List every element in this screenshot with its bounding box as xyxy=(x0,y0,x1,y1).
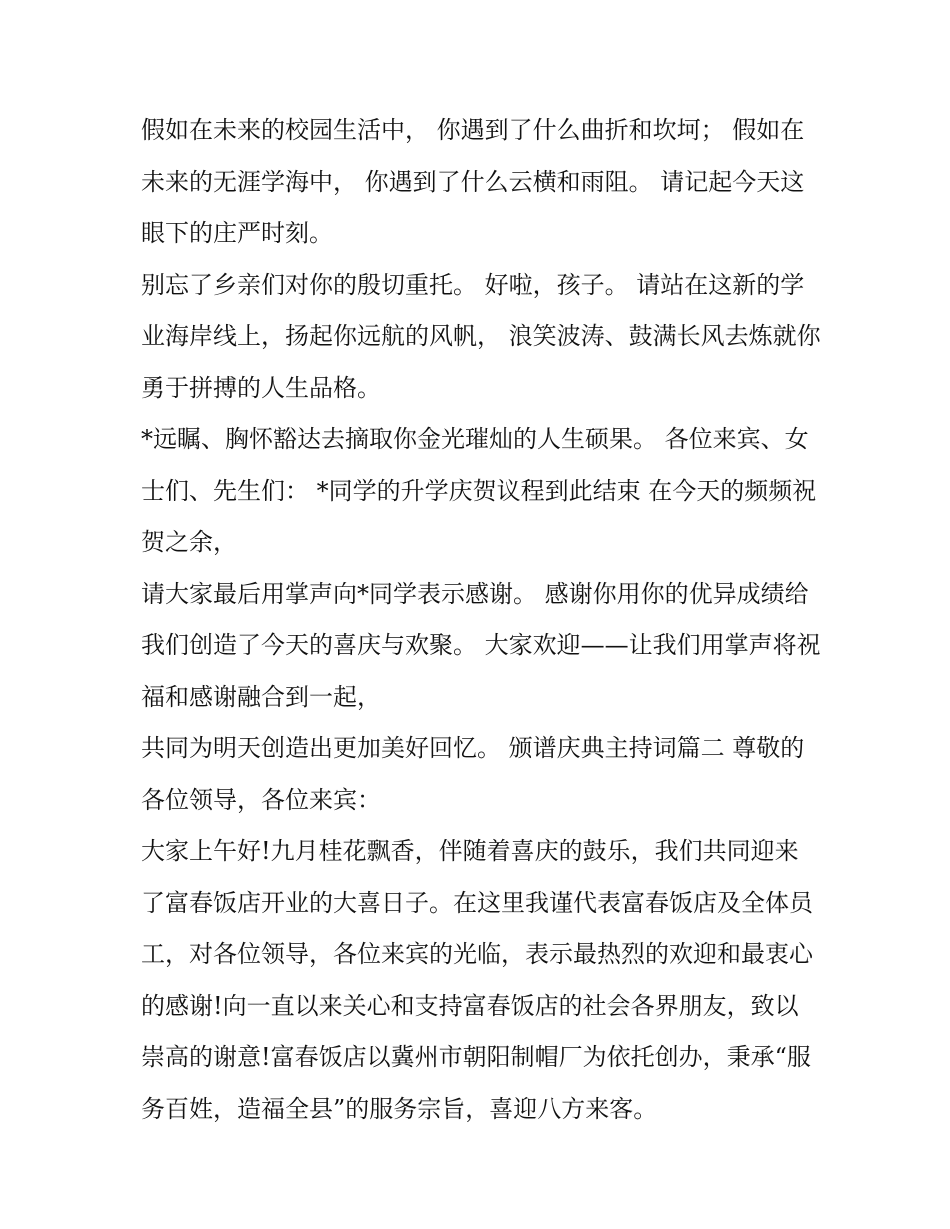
paragraph-2: 别忘了乡亲们对你的殷切重托。 好啦，孩子。 请站在这新的学业海岸线上，扬起你远航的风帆， 浪笑波涛、鼓满长风去炼就你勇于拼搏的人生品格。 xyxy=(141,270,821,402)
paragraph-6: 大家上午好!九月桂花飘香，伴随着喜庆的鼓乐，我们共同迎来了富春饭店开业的大喜日子。在这里我谨代表富春饭店及全体员工，对各位领导，各位来宾的光临，表示最热烈的欢迎和最衷心的感谢!向一直以来关心和支持富春饭店的社会各界朋友，致以崇高的谢意!富春饭店以冀州市朝阳制帽厂为依托创办，秉承“服务百姓，造福全县”的服务宗旨，喜迎八方来客。 xyxy=(141,837,813,1123)
paragraph-3: *远瞩、胸怀豁达去摘取你金光璀灿的人生硕果。 各位来宾、女士们、先生们： *同学的升学庆贺议程到此结束 在今天的频频祝贺之余， xyxy=(141,425,817,556)
document-body xyxy=(141,105,821,1135)
paragraph-4: 请大家最后用掌声向*同学表示感谢。 感谢你用你的优异成绩给我们创造了今天的喜庆与欢聚。 大家欢迎——让我们用掌声将祝福和感谢融合到一起， xyxy=(141,579,821,711)
paragraph-1: 假如在未来的校园生活中， 你遇到了什么曲折和坎坷； 假如在未来的无涯学海中， 你遇到了什么云横和雨阻。 请记起今天这眼下的庄严时刻。 xyxy=(141,116,805,247)
paragraph-5: 共同为明天创造出更加美好回忆。 颁谱庆典主持词篇二 尊敬的各位领导，各位来宾： xyxy=(141,734,805,814)
